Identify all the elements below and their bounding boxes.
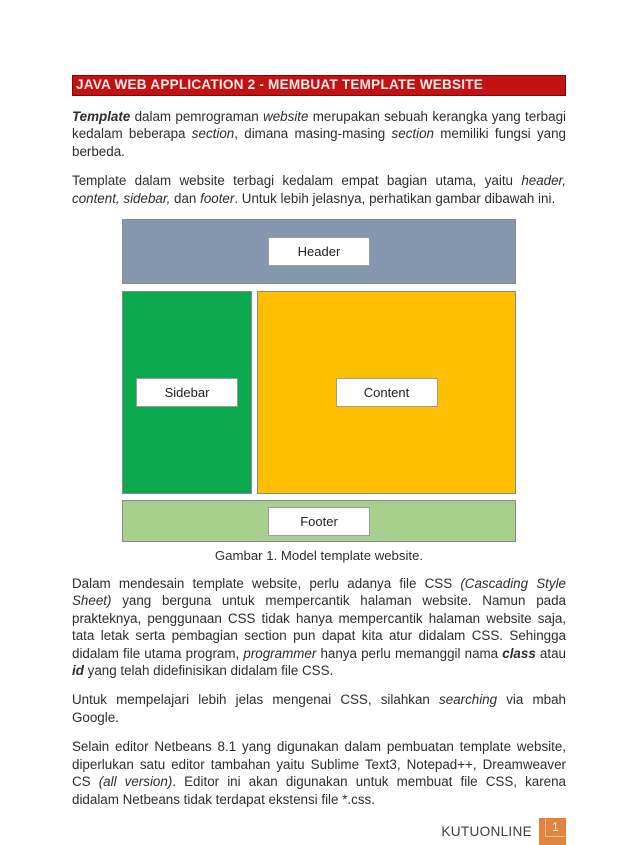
text-segment: section — [191, 126, 235, 142]
text-segment: atau — [535, 645, 566, 661]
title-bar — [72, 75, 566, 96]
page-content — [72, 75, 566, 845]
text-segment: Template dalam website terbagi kedalam empat bagian utama, yaitu — [72, 173, 522, 189]
intro-paragraphs — [72, 108, 566, 207]
page-footer — [72, 818, 566, 845]
figure-caption: Gambar 1. Model template website. — [214, 548, 424, 564]
text-segment: content, — [72, 190, 120, 206]
diagram-content-label: Content — [336, 378, 438, 407]
template-diagram — [122, 219, 516, 542]
diagram-footer-box — [122, 500, 516, 542]
page-number-badge — [539, 818, 566, 845]
text-segment: hanya perlu memanggil nama — [316, 645, 503, 661]
text-segment: . Untuk lebih jelasnya, perhatikan gambar dibawah ini. — [234, 190, 556, 206]
diagram-sidebar-box — [122, 291, 252, 494]
page-title: JAVA WEB APPLICATION 2 - MEMBUAT TEMPLATE WEBSITE — [76, 77, 484, 92]
body-paragraphs — [72, 575, 566, 808]
text-segment: Untuk mempelajari lebih jelas mengenai CSS, silahkan — [72, 692, 440, 708]
text-segment: dalam pemrograman — [130, 109, 264, 124]
text-segment: Selain editor Netbeans 8.1 yang digunakan dalam pembuatan template website, diperlukan satu editor tambahan yaitu Sublime Text3, Notepad++, Dreamweaver CS — [72, 739, 566, 790]
text-segment: website — [263, 109, 309, 124]
text-segment: via mbah Google. — [72, 692, 566, 725]
paragraph — [72, 691, 566, 726]
text-segment: footer — [200, 190, 235, 206]
text-segment: (Cascading Style Sheet) — [72, 576, 566, 609]
brand-label: KUTUONLINE — [441, 823, 532, 839]
text-segment: yang telah didefinisikan didalam file CSS. — [83, 663, 334, 679]
text-segment: . Editor ini akan digunakan untuk membuat file CSS, karena didalam Netbeans tidak terdapat ekstensi file *.css. — [72, 774, 567, 807]
paragraph — [72, 575, 566, 679]
diagram-content-box — [257, 291, 516, 494]
paragraph — [72, 172, 566, 207]
text-segment: header, — [521, 173, 566, 189]
diagram-footer-label: Footer — [268, 507, 370, 536]
text-segment: class — [502, 645, 536, 661]
text-segment: dan — [170, 190, 201, 206]
text-segment: merupakan sebuah kerangka yang terbagi kedalam beberapa — [72, 109, 567, 142]
text-segment: id — [72, 663, 84, 679]
paragraph — [72, 738, 566, 808]
text-segment: (all version) — [98, 774, 173, 790]
text-segment: Dalam mendesain template website, perlu adanya file CSS — [72, 576, 461, 592]
paragraph — [72, 108, 566, 160]
text-segment: yang berguna untuk mempercantik halaman website. Namun pada prakteknya, penggunaan CSS tidak hanya mempercantik halaman website saja, tata letak serta pembagian section pun dapat kita atur didalam CSS. Sehingga didalam file utama program, — [72, 593, 566, 661]
text-segment: Template — [72, 109, 131, 124]
text-segment: searching — [439, 692, 498, 708]
text-segment: programmer — [243, 645, 317, 661]
page-number: 1 — [545, 819, 565, 837]
text-segment: sidebar, — [123, 190, 171, 206]
diagram-sidebar-label: Sidebar — [136, 378, 238, 407]
diagram-header-label: Header — [268, 237, 370, 266]
text-segment: memiliki fungsi yang berbeda. — [72, 126, 566, 159]
text-segment: section — [391, 126, 434, 142]
diagram-header-box — [122, 219, 516, 284]
text-segment: , dimana masing-masing — [234, 126, 392, 142]
diagram-middle-row — [122, 291, 516, 494]
